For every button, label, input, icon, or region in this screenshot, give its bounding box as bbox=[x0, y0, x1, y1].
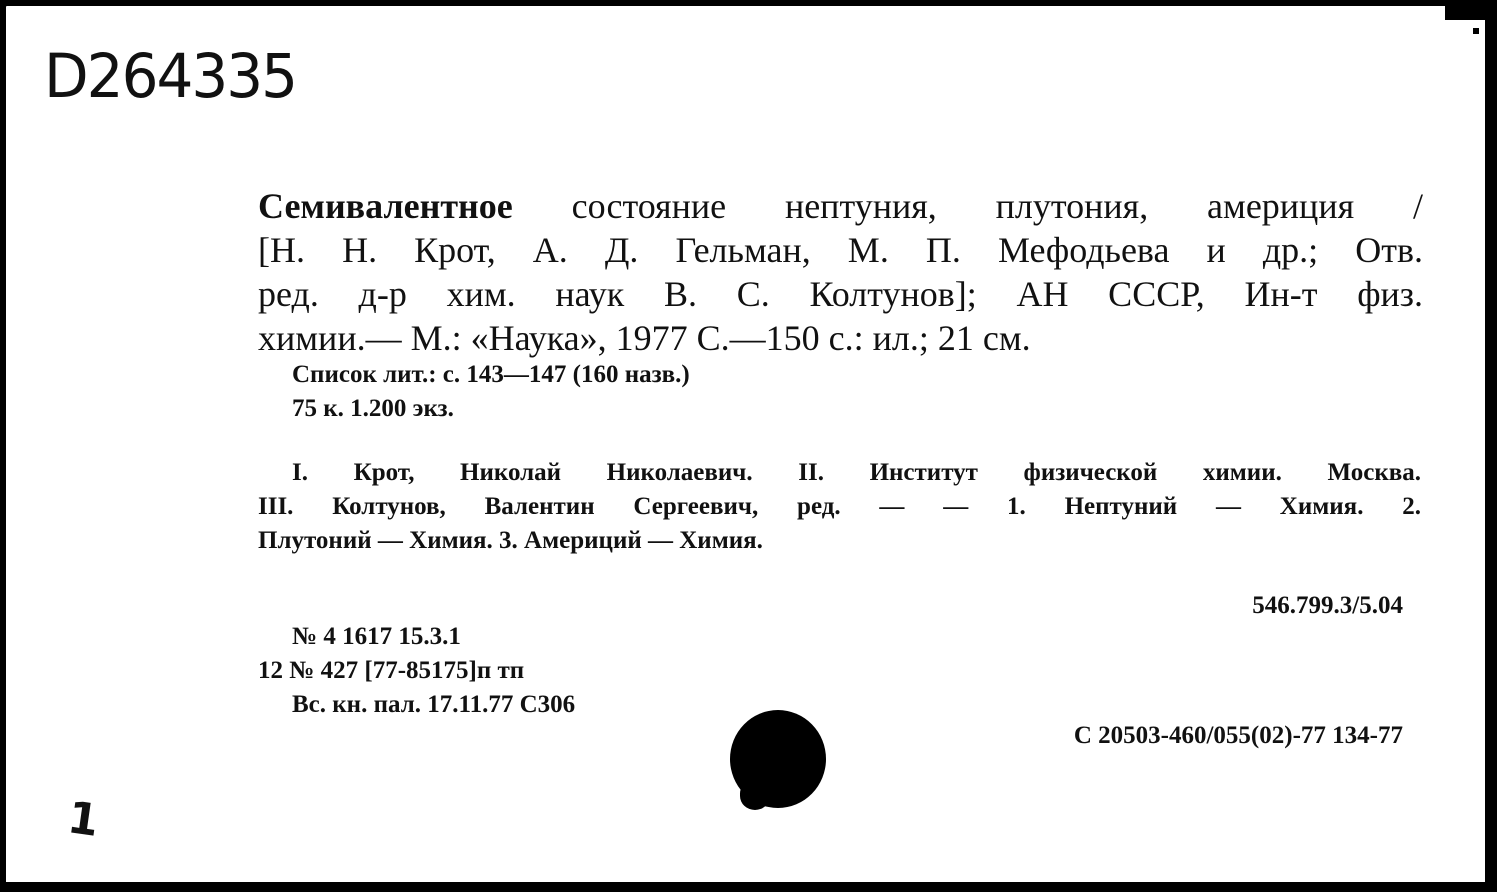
title-rest: состояние нептуния, плутония, америция / bbox=[512, 186, 1423, 226]
registration-line-3: Вс. кн. пал. 17.11.77 С306 bbox=[292, 691, 576, 718]
title-lead-word: Семивалентное bbox=[258, 186, 513, 226]
imprint-line: химии.— М.: «Наука», 1977 С.—150 с.: ил.; 21 см. bbox=[258, 318, 1031, 358]
registration-line-2: 12 № 427 [77-85175]п тп bbox=[258, 657, 525, 684]
editor-line: ред. д-р хим. наук В. С. Колтунов]; АН СССР, Ин-т физ. bbox=[258, 274, 1423, 314]
catalog-card bbox=[4, 4, 1487, 884]
catalog-number: С 20503-460/055(02)-77 134-77 bbox=[1073, 722, 1403, 749]
registration-line-1: № 4 1617 15.3.1 bbox=[292, 623, 461, 650]
subject-line-2: III. Колтунов, Валентин Сергеевич, ред. — — 1. Нептуний — Химия. 2. bbox=[258, 493, 1421, 520]
udc-code: 546.799.3/5.04 bbox=[1252, 592, 1403, 619]
bibliography-note: Список лит.: с. 143—147 (160 назв.) bbox=[292, 361, 690, 388]
handwritten-margin-mark: 1 bbox=[64, 792, 103, 847]
subject-headings bbox=[258, 456, 1421, 558]
authors-line: [Н. Н. Крот, А. Д. Гельман, М. П. Мефодьева и др.; Отв. bbox=[258, 230, 1423, 270]
corner-mark bbox=[1445, 4, 1487, 20]
corner-dot bbox=[1473, 28, 1479, 34]
notes-block bbox=[292, 358, 690, 426]
handwritten-accession-number: D264335 bbox=[44, 40, 297, 112]
subject-line-1: I. Крот, Николай Николаевич. II. Институт физической химии. Москва. bbox=[292, 459, 1421, 486]
registration-block bbox=[258, 620, 575, 722]
subject-line-3: Плутоний — Химия. 3. Америций — Химия. bbox=[258, 527, 763, 554]
bibliographic-description bbox=[258, 184, 1423, 360]
punch-hole-tail bbox=[740, 782, 770, 810]
price-note: 75 к. 1.200 экз. bbox=[292, 395, 454, 422]
title-line bbox=[258, 184, 1423, 228]
